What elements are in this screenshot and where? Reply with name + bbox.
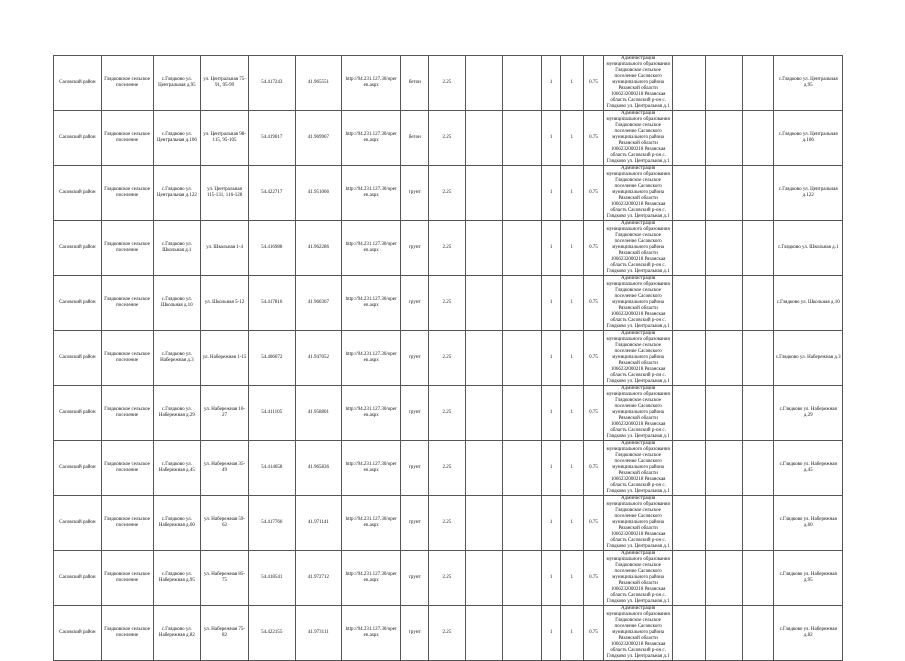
cell-surface: грунт <box>401 221 429 276</box>
cell-area: 2.25 <box>429 496 465 551</box>
cell-empty <box>465 276 502 331</box>
cell-surface: грунт <box>401 441 429 496</box>
cell-empty <box>465 496 502 551</box>
cell-empty <box>706 166 743 221</box>
cell-vol: 0.75 <box>583 56 604 111</box>
cell-addr: с.Глядково ул. Центральная д.106 <box>153 111 201 166</box>
cell-street: ул. Центральная 98-115, 95-105 <box>201 111 249 166</box>
cell-lat: 54.417766 <box>248 496 295 551</box>
cell-district: Сасовский район <box>54 441 102 496</box>
cell-c2: 1 <box>560 56 583 111</box>
cell-empty <box>706 56 743 111</box>
cell-owner: Администрация муниципального образования Глядковское сельское поселение Сасовского муниципального района Рязанской области 1066232000218 Рязанская область Сасовский р-он с. Глядково ул. Центральная д.1 <box>604 221 672 276</box>
cell-lat: 54.406672 <box>248 331 295 386</box>
cell-district: Сасовский район <box>54 606 102 661</box>
cell-url: http://94.231.127.30/oper en.aspx <box>342 56 401 111</box>
cell-empty <box>465 56 502 111</box>
cell-empty <box>672 606 705 661</box>
cell-empty <box>743 56 774 111</box>
cell-settlement: Глядковское сельское поселение <box>101 56 153 111</box>
cell-settlement: Глядковское сельское поселение <box>101 441 153 496</box>
cell-empty <box>672 331 705 386</box>
cell-owner: Администрация муниципального образования Глядковское сельское поселение Сасовского муниципального района Рязанской области 1066232000218 Рязанская область Сасовский р-он с. Глядково ул. Центральная д.1 <box>604 551 672 606</box>
cell-district: Сасовский район <box>54 111 102 166</box>
table-row <box>54 606 843 661</box>
cell-lon: 41.973111 <box>295 606 342 661</box>
cell-source: с.Глядково ул. Школьная д.1 <box>774 221 843 276</box>
cell-vol: 0.75 <box>583 221 604 276</box>
cell-vol: 0.75 <box>583 166 604 221</box>
cell-street: ул. Набережная 59-62 <box>201 496 249 551</box>
cell-street: ул. Центральная 115-131, 116-128 <box>201 166 249 221</box>
cell-settlement: Глядковское сельское поселение <box>101 386 153 441</box>
cell-c2: 1 <box>560 441 583 496</box>
cell-empty <box>502 56 541 111</box>
cell-source: с.Глядково ул. Набережная д.3 <box>774 331 843 386</box>
cell-url: http://94.231.127.30/oper en.aspx <box>342 331 401 386</box>
cell-empty <box>743 166 774 221</box>
cell-area: 2.25 <box>429 386 465 441</box>
cell-street: ул. Школьная 5-12 <box>201 276 249 331</box>
cell-surface: грунт <box>401 496 429 551</box>
cell-empty <box>743 606 774 661</box>
cell-addr: с.Глядково ул. Набережная д.95 <box>153 551 201 606</box>
cell-empty <box>502 276 541 331</box>
cell-settlement: Глядковское сельское поселение <box>101 606 153 661</box>
cell-c2: 1 <box>560 606 583 661</box>
cell-street: ул. Набережная 75-82 <box>201 606 249 661</box>
cell-source: с.Глядково ул. Набережная д.29 <box>774 386 843 441</box>
cell-url: http://94.231.127.30/oper en.aspx <box>342 606 401 661</box>
cell-surface: грунт <box>401 551 429 606</box>
cell-surface: бетон <box>401 111 429 166</box>
cell-empty <box>502 496 541 551</box>
cell-vol: 0.75 <box>583 331 604 386</box>
cell-empty <box>502 441 541 496</box>
cell-c1: 1 <box>542 111 561 166</box>
cell-surface: грунт <box>401 606 429 661</box>
table-row <box>54 56 843 111</box>
cell-c1: 1 <box>542 56 561 111</box>
cell-area: 2.25 <box>429 56 465 111</box>
cell-surface: грунт <box>401 386 429 441</box>
cell-empty <box>672 551 705 606</box>
cell-owner: Администрация муниципального образования Глядковское сельское поселение Сасовского муниципального района Рязанской области 1066232000218 Рязанская область Сасовский р-он с. Глядково ул. Центральная д.1 <box>604 166 672 221</box>
cell-settlement: Глядковское сельское поселение <box>101 496 153 551</box>
cell-c1: 1 <box>542 496 561 551</box>
cell-empty <box>465 221 502 276</box>
cell-c2: 1 <box>560 331 583 386</box>
waste-sites-table <box>53 55 843 661</box>
cell-c1: 1 <box>542 386 561 441</box>
cell-district: Сасовский район <box>54 331 102 386</box>
cell-empty <box>502 111 541 166</box>
cell-url: http://94.231.127.30/oper en.aspx <box>342 166 401 221</box>
cell-area: 2.25 <box>429 331 465 386</box>
cell-lat: 54.418541 <box>248 551 295 606</box>
cell-vol: 0.75 <box>583 441 604 496</box>
cell-url: http://94.231.127.30/oper en.aspx <box>342 221 401 276</box>
cell-c1: 1 <box>542 166 561 221</box>
cell-lat: 54.422155 <box>248 606 295 661</box>
table-row <box>54 551 843 606</box>
cell-surface: грунт <box>401 166 429 221</box>
cell-lat: 54.414658 <box>248 441 295 496</box>
cell-empty <box>706 221 743 276</box>
cell-street: ул. Набережная 1-15 <box>201 331 249 386</box>
cell-empty <box>743 386 774 441</box>
cell-surface: грунт <box>401 276 429 331</box>
cell-empty <box>672 276 705 331</box>
cell-addr: с.Глядково ул. Набережная д.82 <box>153 606 201 661</box>
cell-surface: бетон <box>401 56 429 111</box>
cell-lon: 41.971141 <box>295 496 342 551</box>
cell-c2: 1 <box>560 221 583 276</box>
cell-empty <box>502 166 541 221</box>
cell-addr: с.Глядково ул. Школьная д.1 <box>153 221 201 276</box>
cell-owner: Администрация муниципального образования Глядковское сельское поселение Сасовского муниципального района Рязанской области 1066232000218 Рязанская область Сасовский р-он с. Глядково ул. Центральная д.1 <box>604 386 672 441</box>
cell-empty <box>706 276 743 331</box>
cell-source: с.Глядково ул. Набережная д.45 <box>774 441 843 496</box>
cell-empty <box>465 111 502 166</box>
cell-area: 2.25 <box>429 221 465 276</box>
cell-settlement: Глядковское сельское поселение <box>101 166 153 221</box>
cell-district: Сасовский район <box>54 221 102 276</box>
cell-c1: 1 <box>542 221 561 276</box>
cell-owner: Администрация муниципального образования Глядковское сельское поселение Сасовского муниципального района Рязанской области 1066232000218 Рязанская область Сасовский р-он с. Глядково ул. Центральная д.1 <box>604 331 672 386</box>
cell-district: Сасовский район <box>54 56 102 111</box>
cell-empty <box>672 56 705 111</box>
cell-url: http://94.231.127.30/oper en.aspx <box>342 496 401 551</box>
table-row <box>54 111 843 166</box>
cell-c1: 1 <box>542 551 561 606</box>
cell-empty <box>706 441 743 496</box>
cell-vol: 0.75 <box>583 496 604 551</box>
cell-area: 2.25 <box>429 276 465 331</box>
cell-addr: с.Глядково ул. Школьная д.10 <box>153 276 201 331</box>
table-row <box>54 496 843 551</box>
cell-c2: 1 <box>560 496 583 551</box>
table-row <box>54 331 843 386</box>
cell-empty <box>502 331 541 386</box>
cell-vol: 0.75 <box>583 276 604 331</box>
cell-area: 2.25 <box>429 441 465 496</box>
cell-settlement: Глядковское сельское поселение <box>101 221 153 276</box>
cell-lat: 54.417816 <box>248 276 295 331</box>
cell-empty <box>465 606 502 661</box>
cell-empty <box>672 496 705 551</box>
cell-empty <box>465 386 502 441</box>
cell-url: http://94.231.127.30/oper en.aspx <box>342 276 401 331</box>
cell-owner: Администрация муниципального образования Глядковское сельское поселение Сасовского муниципального района Рязанской области 1066232000218 Рязанская область Сасовский р-он с. Глядково ул. Центральная д.1 <box>604 606 672 661</box>
cell-c2: 1 <box>560 276 583 331</box>
cell-owner: Администрация муниципального образования Глядковское сельское поселение Сасовского муниципального района Рязанской области 1066232000218 Рязанская область Сасовский р-он с. Глядково ул. Центральная д.1 <box>604 56 672 111</box>
cell-lon: 41.965551 <box>295 56 342 111</box>
cell-empty <box>743 331 774 386</box>
cell-url: http://94.231.127.30/oper en.aspx <box>342 111 401 166</box>
cell-lon: 41.969967 <box>295 111 342 166</box>
cell-lat: 54.417243 <box>248 56 295 111</box>
cell-c2: 1 <box>560 166 583 221</box>
cell-empty <box>502 551 541 606</box>
cell-lat: 54.422717 <box>248 166 295 221</box>
cell-area: 2.25 <box>429 606 465 661</box>
cell-lon: 41.965836 <box>295 441 342 496</box>
cell-settlement: Глядковское сельское поселение <box>101 276 153 331</box>
cell-lon: 41.951066 <box>295 166 342 221</box>
cell-empty <box>706 496 743 551</box>
cell-empty <box>743 111 774 166</box>
cell-c2: 1 <box>560 111 583 166</box>
cell-empty <box>743 276 774 331</box>
cell-lat: 54.416988 <box>248 221 295 276</box>
cell-source: с.Глядково ул. Школьная д.10 <box>774 276 843 331</box>
cell-empty <box>706 606 743 661</box>
cell-addr: с.Глядково ул. Центральная д.122 <box>153 166 201 221</box>
cell-source: с.Глядково ул. Центральная д.106 <box>774 111 843 166</box>
cell-owner: Администрация муниципального образования Глядковское сельское поселение Сасовского муниципального района Рязанской области 1066232000218 Рязанская область Сасовский р-он с. Глядково ул. Центральная д.1 <box>604 496 672 551</box>
cell-empty <box>465 441 502 496</box>
cell-district: Сасовский район <box>54 166 102 221</box>
cell-street: ул. Набережная 85-75 <box>201 551 249 606</box>
table-row <box>54 386 843 441</box>
cell-empty <box>706 551 743 606</box>
cell-empty <box>465 166 502 221</box>
cell-addr: с.Глядково ул. Набережная д.3 <box>153 331 201 386</box>
cell-empty <box>672 441 705 496</box>
cell-empty <box>743 221 774 276</box>
cell-source: с.Глядково ул. Набережная д.60 <box>774 496 843 551</box>
cell-c1: 1 <box>542 441 561 496</box>
cell-empty <box>706 111 743 166</box>
cell-c1: 1 <box>542 276 561 331</box>
cell-source: с.Глядково ул. Центральная д.95 <box>774 56 843 111</box>
cell-owner: Администрация муниципального образования Глядковское сельское поселение Сасовского муниципального района Рязанской области 1066232000218 Рязанская область Сасовский р-он с. Глядково ул. Центральная д.1 <box>604 441 672 496</box>
cell-url: http://94.231.127.30/oper en.aspx <box>342 386 401 441</box>
cell-vol: 0.75 <box>583 386 604 441</box>
cell-district: Сасовский район <box>54 386 102 441</box>
cell-empty <box>706 386 743 441</box>
cell-addr: с.Глядково ул. Набережная д.45 <box>153 441 201 496</box>
cell-empty <box>743 441 774 496</box>
table-row <box>54 166 843 221</box>
cell-url: http://94.231.127.30/oper en.aspx <box>342 441 401 496</box>
cell-source: с.Глядково ул. Набережная д.95 <box>774 551 843 606</box>
cell-owner: Администрация муниципального образования Глядковское сельское поселение Сасовского муниципального района Рязанской области 1066232000218 Рязанская область Сасовский р-он с. Глядково ул. Центральная д.1 <box>604 111 672 166</box>
cell-source: с.Глядково ул. Центральная д.122 <box>774 166 843 221</box>
table-row <box>54 441 843 496</box>
cell-lon: 41.947052 <box>295 331 342 386</box>
cell-lon: 41.960367 <box>295 276 342 331</box>
cell-empty <box>502 386 541 441</box>
cell-url: http://94.231.127.30/oper en.aspx <box>342 551 401 606</box>
cell-settlement: Глядковское сельское поселение <box>101 331 153 386</box>
cell-district: Сасовский район <box>54 276 102 331</box>
cell-vol: 0.75 <box>583 111 604 166</box>
cell-c1: 1 <box>542 331 561 386</box>
cell-vol: 0.75 <box>583 606 604 661</box>
cell-lat: 54.419017 <box>248 111 295 166</box>
cell-area: 2.25 <box>429 166 465 221</box>
cell-empty <box>706 331 743 386</box>
cell-district: Сасовский район <box>54 551 102 606</box>
cell-empty <box>502 221 541 276</box>
table-row <box>54 276 843 331</box>
cell-surface: грунт <box>401 331 429 386</box>
cell-addr: с.Глядково ул. Набережная д.60 <box>153 496 201 551</box>
cell-street: ул. Набережная 16-27 <box>201 386 249 441</box>
cell-street: ул. Школьная 1-4 <box>201 221 249 276</box>
cell-owner: Администрация муниципального образования Глядковское сельское поселение Сасовского муниципального района Рязанской области 1066232000218 Рязанская область Сасовский р-он с. Глядково ул. Центральная д.1 <box>604 276 672 331</box>
cell-empty <box>672 166 705 221</box>
cell-empty <box>743 551 774 606</box>
cell-street: ул. Набережная 35-49 <box>201 441 249 496</box>
cell-empty <box>672 386 705 441</box>
cell-area: 2.25 <box>429 551 465 606</box>
cell-vol: 0.75 <box>583 551 604 606</box>
cell-c2: 1 <box>560 386 583 441</box>
cell-area: 2.25 <box>429 111 465 166</box>
cell-addr: с.Глядково ул. Центральная д.95 <box>153 56 201 111</box>
cell-lat: 54.411105 <box>248 386 295 441</box>
cell-settlement: Глядковское сельское поселение <box>101 551 153 606</box>
cell-c1: 1 <box>542 606 561 661</box>
cell-empty <box>465 331 502 386</box>
cell-lon: 41.962286 <box>295 221 342 276</box>
cell-empty <box>672 221 705 276</box>
cell-empty <box>672 111 705 166</box>
cell-source: с.Глядково ул. Набережная д.82 <box>774 606 843 661</box>
cell-settlement: Глядковское сельское поселение <box>101 111 153 166</box>
cell-lon: 41.972712 <box>295 551 342 606</box>
cell-empty <box>743 496 774 551</box>
cell-c2: 1 <box>560 551 583 606</box>
cell-empty <box>465 551 502 606</box>
cell-lon: 41.958801 <box>295 386 342 441</box>
cell-street: ул. Центральная 75-91, 95-99 <box>201 56 249 111</box>
cell-addr: с.Глядково ул. Набережная д.29 <box>153 386 201 441</box>
table-row <box>54 221 843 276</box>
cell-empty <box>502 606 541 661</box>
cell-district: Сасовский район <box>54 496 102 551</box>
